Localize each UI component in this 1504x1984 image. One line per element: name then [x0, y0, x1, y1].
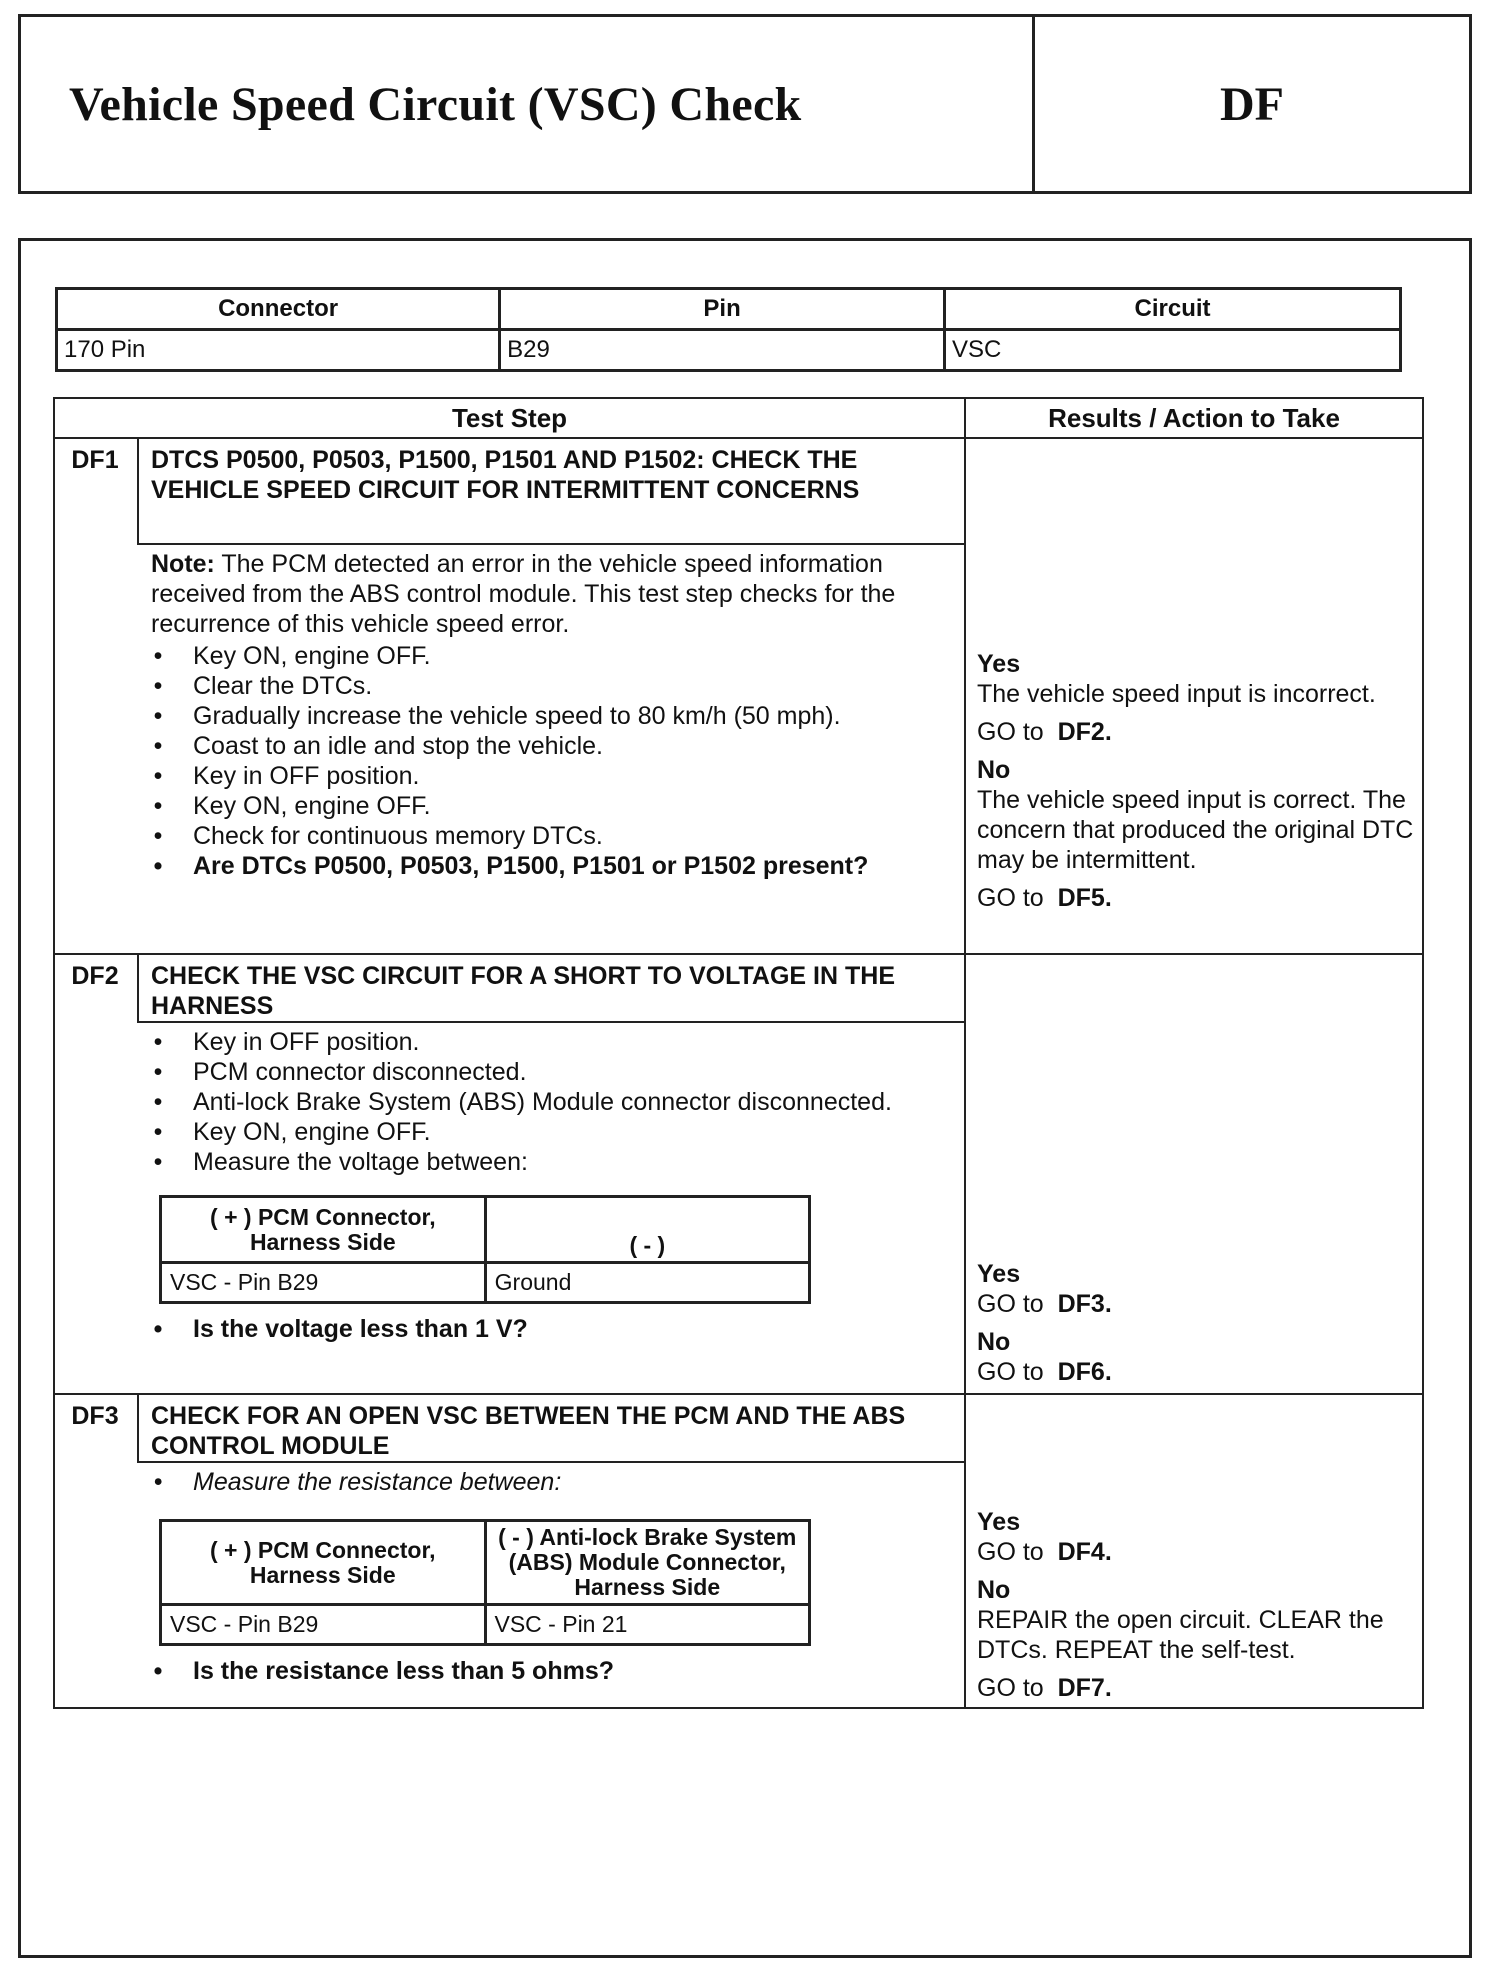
step-body-df3 — [151, 1465, 951, 1686]
test-step-header: Test Step — [55, 399, 964, 439]
yes-action — [977, 717, 1417, 747]
title-cell — [21, 17, 1035, 191]
list-item: • Check for continuous memory DTCs. — [151, 821, 951, 851]
yes-label: Yes — [977, 1508, 1021, 1536]
note-label: Note: — [151, 550, 215, 578]
step-id-divider — [137, 953, 139, 1021]
list-item: • Clear the DTCs. — [151, 671, 951, 701]
step-list — [151, 1467, 951, 1497]
yes-action — [977, 1537, 1417, 1567]
question-list — [151, 1656, 951, 1686]
step-id-df1: DF1 — [71, 446, 119, 474]
content-frame — [18, 238, 1472, 1958]
list-item: • Key ON, engine OFF. — [151, 791, 951, 821]
no-target-link[interactable]: DF7. — [1057, 1674, 1112, 1702]
row-divider — [55, 953, 1422, 955]
results-df1 — [977, 649, 1417, 913]
step-title-df3: CHECK FOR AN OPEN VSC BETWEEN THE PCM AND THE ABS CONTROL MODULE — [151, 1402, 906, 1460]
go-to-label: GO to — [977, 718, 1044, 746]
no-target-link[interactable]: DF5. — [1057, 884, 1112, 912]
no-label: No — [977, 1328, 1011, 1356]
go-to-label: GO to — [977, 1674, 1044, 1702]
no-text: REPAIR the open circuit. CLEAR the DTCs. REPEAT the self-test. — [977, 1606, 1384, 1664]
page-title: Vehicle Speed Circuit (VSC) Check — [69, 77, 802, 131]
yes-label: Yes — [977, 1260, 1021, 1288]
connector-value: 170 Pin — [57, 330, 500, 371]
list-item: • Key ON, engine OFF. — [151, 641, 951, 671]
step-body-df1 — [151, 549, 951, 881]
measure-negative-value: VSC - Pin 21 — [485, 1605, 810, 1645]
column-divider — [964, 399, 966, 1707]
measure-negative-header: ( - ) Anti-lock Brake System (ABS) Module Connector, Harness Side — [485, 1521, 810, 1605]
step-id-divider — [137, 1393, 139, 1461]
step-question: • Are DTCs P0500, P0503, P1500, P1501 or P1502 present? — [151, 851, 951, 881]
note — [151, 549, 951, 639]
list-item: • Key in OFF position. — [151, 761, 951, 791]
resistance-measure-table — [159, 1519, 811, 1646]
results-df3 — [977, 1507, 1417, 1703]
circuit-value: VSC — [945, 330, 1401, 371]
section-code: DF — [1220, 77, 1284, 131]
yes-text: The vehicle speed input is incorrect. — [977, 680, 1376, 708]
list-item: • Gradually increase the vehicle speed to 80 km/h (50 mph). — [151, 701, 951, 731]
test-step-table — [53, 397, 1424, 1709]
connector-table — [55, 287, 1402, 372]
step-list — [151, 1027, 951, 1177]
measure-negative-value: Ground — [485, 1263, 809, 1303]
list-item: • Anti-lock Brake System (ABS) Module connector disconnected. — [151, 1087, 951, 1117]
go-to-label: GO to — [977, 1290, 1044, 1318]
yes-label: Yes — [977, 650, 1021, 678]
question-list — [151, 1314, 951, 1344]
yes-action — [977, 1289, 1417, 1319]
row-divider — [55, 1393, 1422, 1395]
step-body-df2 — [151, 1025, 951, 1344]
list-item: • Key in OFF position. — [151, 1027, 951, 1057]
pin-value: B29 — [500, 330, 945, 371]
circuit-header: Circuit — [945, 289, 1401, 330]
go-to-label: GO to — [977, 884, 1044, 912]
step-id-df2: DF2 — [71, 962, 119, 990]
voltage-measure-table — [159, 1195, 811, 1304]
measure-negative-header: ( - ) — [485, 1197, 809, 1263]
no-action — [977, 1673, 1417, 1703]
measure-positive-value: VSC - Pin B29 — [161, 1605, 486, 1645]
connector-header: Connector — [57, 289, 500, 330]
list-item: • Measure the resistance between: — [151, 1467, 951, 1497]
no-text: The vehicle speed input is correct. The concern that produced the original DTC may be intermittent. — [977, 786, 1414, 874]
yes-target-link[interactable]: DF4. — [1057, 1538, 1112, 1566]
row-divider — [137, 1461, 964, 1463]
no-target-link[interactable]: DF6. — [1057, 1358, 1112, 1386]
step-question: • Is the voltage less than 1 V? — [151, 1314, 951, 1344]
yes-target-link[interactable]: DF3. — [1057, 1290, 1112, 1318]
results-df2 — [977, 1259, 1417, 1387]
no-action — [977, 883, 1417, 913]
step-list — [151, 641, 951, 881]
no-label: No — [977, 1576, 1011, 1604]
list-item: • Key ON, engine OFF. — [151, 1117, 951, 1147]
go-to-label: GO to — [977, 1538, 1044, 1566]
pin-header: Pin — [500, 289, 945, 330]
results-header: Results / Action to Take — [966, 399, 1422, 439]
step-title-df2: CHECK THE VSC CIRCUIT FOR A SHORT TO VOLTAGE IN THE HARNESS — [151, 962, 895, 1020]
note-text: The PCM detected an error in the vehicle speed information received from the ABS control module. This test step checks for the recurrence of this vehicle speed error. — [151, 550, 896, 638]
list-item: • Measure the voltage between: — [151, 1147, 951, 1177]
no-label: No — [977, 756, 1011, 784]
step-id-divider — [137, 439, 139, 543]
row-divider — [137, 1021, 964, 1023]
no-action — [977, 1357, 1417, 1387]
go-to-label: GO to — [977, 1358, 1044, 1386]
measure-positive-value: VSC - Pin B29 — [161, 1263, 486, 1303]
step-id-df3: DF3 — [71, 1402, 119, 1430]
yes-target-link[interactable]: DF2. — [1057, 718, 1112, 746]
list-item: • Coast to an idle and stop the vehicle. — [151, 731, 951, 761]
list-item: • PCM connector disconnected. — [151, 1057, 951, 1087]
step-question: • Is the resistance less than 5 ohms? — [151, 1656, 951, 1686]
row-divider — [137, 543, 964, 545]
code-cell — [1035, 17, 1469, 191]
measure-positive-header: ( + ) PCM Connector, Harness Side — [161, 1197, 486, 1263]
measure-positive-header: ( + ) PCM Connector, Harness Side — [161, 1521, 486, 1605]
page-header — [18, 14, 1472, 194]
step-title-df1: DTCS P0500, P0503, P1500, P1501 AND P1502: CHECK THE VEHICLE SPEED CIRCUIT FOR INTERMITTENT CONCERNS — [151, 446, 860, 504]
